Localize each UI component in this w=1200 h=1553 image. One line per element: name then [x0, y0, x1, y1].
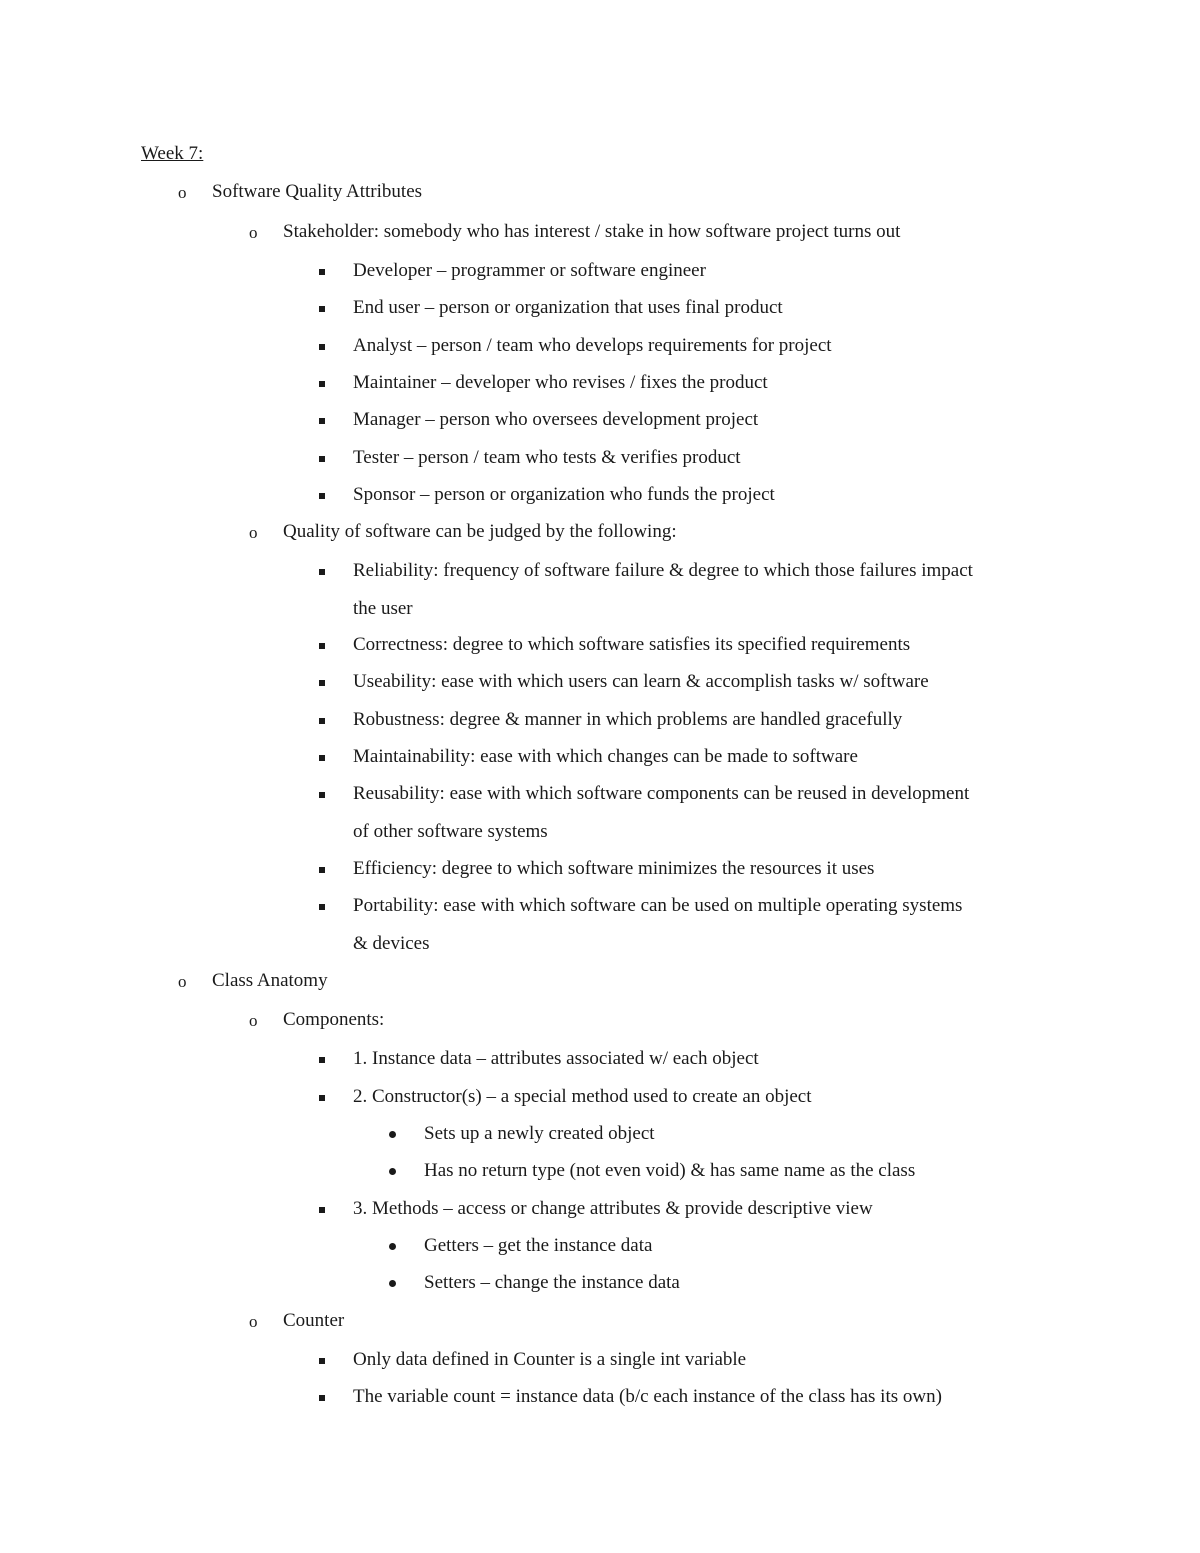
list-item-text: Manager – person who oversees development project: [353, 409, 759, 430]
square-bullet-icon: [319, 792, 325, 798]
square-bullet-icon: [319, 1207, 325, 1213]
list-item-text: Reliability: frequency of software failure & degree to which those failures impact: [353, 560, 973, 581]
list-item-text-continued: of other software systems: [353, 821, 548, 842]
list-item-text: Only data defined in Counter is a single int variable: [353, 1349, 747, 1370]
list-item-text: End user – person or organization that uses final product: [353, 297, 783, 318]
list-item-text: Tester – person / team who tests & verifies product: [353, 447, 741, 468]
list-item-text: Reusability: ease with which software components can be reused in development: [353, 783, 970, 804]
list-item-text: Developer – programmer or software engineer: [353, 260, 706, 281]
list-item-text: Efficiency: degree to which software minimizes the resources it uses: [353, 858, 875, 879]
square-bullet-icon: [319, 904, 325, 910]
list-item-text: Sets up a newly created object: [424, 1123, 655, 1144]
list-item-text: 1. Instance data – attributes associated w/ each object: [353, 1048, 759, 1069]
dot-bullet-icon: [389, 1168, 396, 1175]
list-item-text: Maintainability: ease with which changes can be made to software: [353, 746, 858, 767]
square-bullet-icon: [319, 1395, 325, 1401]
section-title: Class Anatomy: [212, 970, 328, 991]
dot-bullet-icon: [389, 1280, 396, 1287]
section-title: Software Quality Attributes: [212, 181, 423, 202]
circle-bullet-icon: o: [178, 972, 187, 991]
circle-bullet-icon: o: [249, 1011, 258, 1030]
list-item-text: Portability: ease with which software can be used on multiple operating systems: [353, 895, 963, 916]
subsection-intro: Stakeholder: somebody who has interest / stake in how software project turns out: [283, 221, 901, 242]
list-item-text: 2. Constructor(s) – a special method used to create an object: [353, 1086, 812, 1107]
square-bullet-icon: [319, 867, 325, 873]
page-heading: Week 7:: [141, 143, 204, 164]
square-bullet-icon: [319, 1358, 325, 1364]
square-bullet-icon: [319, 1057, 325, 1063]
list-item-text: Getters – get the instance data: [424, 1235, 653, 1256]
list-item-text: Robustness: degree & manner in which problems are handled gracefully: [353, 709, 903, 730]
circle-bullet-icon: o: [249, 223, 258, 242]
circle-bullet-icon: o: [249, 523, 258, 542]
square-bullet-icon: [319, 306, 325, 312]
list-item-text-continued: the user: [353, 598, 413, 619]
list-item-text: Setters – change the instance data: [424, 1272, 680, 1293]
list-item-text: Correctness: degree to which software satisfies its specified requirements: [353, 634, 911, 655]
circle-bullet-icon: o: [178, 183, 187, 202]
square-bullet-icon: [319, 569, 325, 575]
list-item-text: Analyst – person / team who develops requirements for project: [353, 335, 832, 356]
square-bullet-icon: [319, 344, 325, 350]
square-bullet-icon: [319, 456, 325, 462]
list-item-text: 3. Methods – access or change attributes & provide descriptive view: [353, 1198, 873, 1219]
list-item-text: Useability: ease with which users can learn & accomplish tasks w/ software: [353, 671, 929, 692]
square-bullet-icon: [319, 381, 325, 387]
square-bullet-icon: [319, 643, 325, 649]
subsection-intro: Quality of software can be judged by the following:: [283, 521, 677, 542]
dot-bullet-icon: [389, 1243, 396, 1250]
square-bullet-icon: [319, 718, 325, 724]
square-bullet-icon: [319, 493, 325, 499]
dot-bullet-icon: [389, 1131, 396, 1138]
square-bullet-icon: [319, 755, 325, 761]
square-bullet-icon: [319, 418, 325, 424]
list-item-text: Has no return type (not even void) & has same name as the class: [424, 1160, 916, 1181]
list-item-text: Sponsor – person or organization who funds the project: [353, 484, 775, 505]
square-bullet-icon: [319, 680, 325, 686]
list-item-text-continued: & devices: [353, 933, 430, 954]
list-item-text: The variable count = instance data (b/c each instance of the class has its own): [353, 1386, 942, 1407]
subsection-intro: Components:: [283, 1009, 385, 1030]
square-bullet-icon: [319, 269, 325, 275]
square-bullet-icon: [319, 1095, 325, 1101]
circle-bullet-icon: o: [249, 1312, 258, 1331]
list-item-text: Maintainer – developer who revises / fixes the product: [353, 372, 768, 393]
subsection-intro: Counter: [283, 1310, 345, 1331]
